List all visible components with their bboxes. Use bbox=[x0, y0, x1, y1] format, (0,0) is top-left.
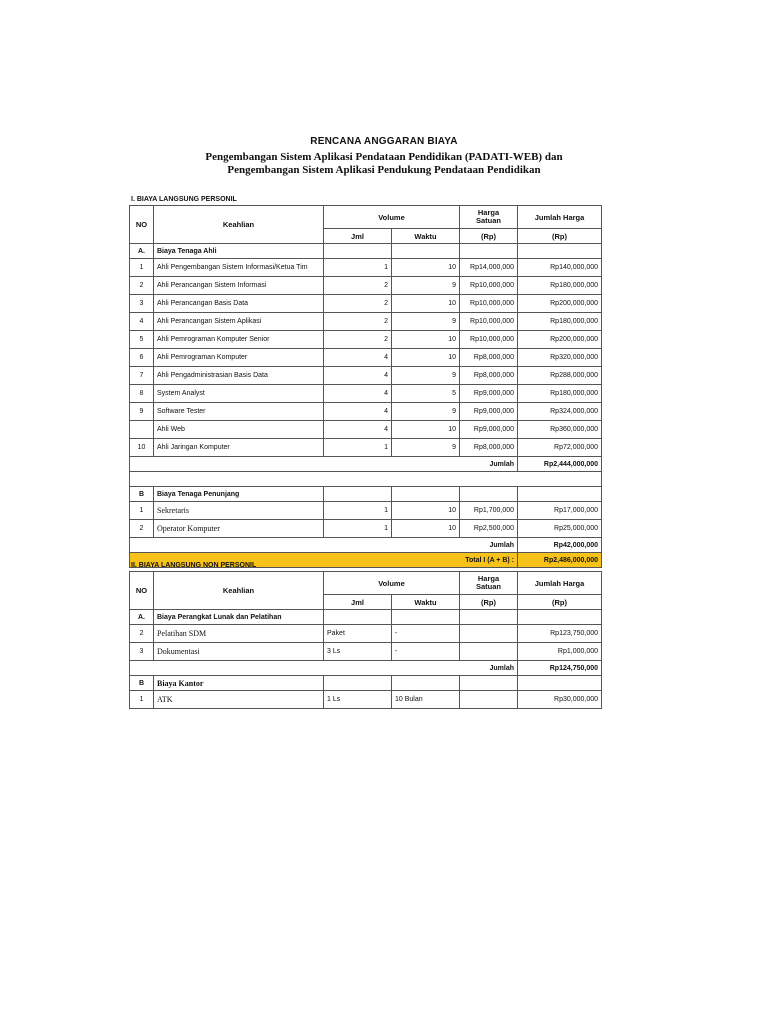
row-harga bbox=[460, 625, 518, 643]
group-name: Biaya Tenaga Ahli bbox=[154, 244, 324, 259]
row-name: Sekretaris bbox=[154, 502, 324, 520]
row-jumlah: Rp30,000,000 bbox=[518, 691, 602, 709]
col-jumlah-header: Jumlah Harga bbox=[518, 572, 602, 595]
row-waktu: 10 Bulan bbox=[392, 691, 460, 709]
row-jml: 1 bbox=[324, 502, 392, 520]
row-no: 1 bbox=[130, 259, 154, 277]
row-no: 2 bbox=[130, 520, 154, 538]
total-label: Total I (A + B) : bbox=[130, 553, 518, 568]
subtotal-label: Jumlah bbox=[130, 538, 518, 553]
section-1-label: I. BIAYA LANGSUNG PERSONIL bbox=[131, 196, 237, 203]
group-row-b bbox=[130, 676, 602, 691]
table-row bbox=[130, 502, 602, 520]
group-row-a bbox=[130, 610, 602, 625]
row-waktu: - bbox=[392, 643, 460, 661]
row-jml: 2 bbox=[324, 313, 392, 331]
row-harga: Rp8,000,000 bbox=[460, 367, 518, 385]
table-row bbox=[130, 367, 602, 385]
subtotal-value: Rp124,750,000 bbox=[518, 661, 602, 676]
row-jumlah: Rp288,000,000 bbox=[518, 367, 602, 385]
group-row-b bbox=[130, 487, 602, 502]
table-row bbox=[130, 691, 602, 709]
row-jumlah: Rp200,000,000 bbox=[518, 331, 602, 349]
row-name: Operator Komputer bbox=[154, 520, 324, 538]
row-jml: 4 bbox=[324, 403, 392, 421]
document-title: RENCANA ANGGARAN BIAYA bbox=[310, 136, 458, 147]
row-no: 9 bbox=[130, 403, 154, 421]
total-value: Rp2,486,000,000 bbox=[518, 553, 602, 568]
row-jumlah: Rp360,000,000 bbox=[518, 421, 602, 439]
row-waktu: 9 bbox=[392, 439, 460, 457]
section-1-group-b-rows bbox=[130, 502, 602, 538]
row-name: Ahli Pemrograman Komputer Senior bbox=[154, 331, 324, 349]
col-waktu-header: Waktu bbox=[392, 229, 460, 244]
row-no: 1 bbox=[130, 502, 154, 520]
row-harga: Rp10,000,000 bbox=[460, 295, 518, 313]
table-row bbox=[130, 643, 602, 661]
row-no: 3 bbox=[130, 643, 154, 661]
row-name: Ahli Jaringan Komputer bbox=[154, 439, 324, 457]
harga-line-2: Satuan bbox=[476, 582, 502, 591]
table-row bbox=[130, 625, 602, 643]
col-jumlah-header: Jumlah Harga bbox=[518, 206, 602, 229]
document-subtitle-2: Pengembangan Sistem Aplikasi Pendukung Pendataan Pendidikan bbox=[227, 164, 541, 176]
row-name: Ahli Perancangan Sistem Aplikasi bbox=[154, 313, 324, 331]
col-jml-header: Jml bbox=[324, 595, 392, 610]
group-name: Biaya Kantor bbox=[154, 676, 324, 691]
row-name: ATK bbox=[154, 691, 324, 709]
row-waktu: 9 bbox=[392, 277, 460, 295]
row-jumlah: Rp324,000,000 bbox=[518, 403, 602, 421]
row-waktu: - bbox=[392, 625, 460, 643]
col-jumlah-unit: (Rp) bbox=[518, 595, 602, 610]
group-code: B bbox=[130, 487, 154, 502]
group-code: B bbox=[130, 676, 154, 691]
row-harga: Rp10,000,000 bbox=[460, 331, 518, 349]
group-code: A. bbox=[130, 610, 154, 625]
subtotal-value: Rp42,000,000 bbox=[518, 538, 602, 553]
row-harga: Rp10,000,000 bbox=[460, 313, 518, 331]
row-waktu: 5 bbox=[392, 385, 460, 403]
col-volume-header: Volume bbox=[324, 206, 460, 229]
section-2-group-a-rows bbox=[130, 625, 602, 661]
harga-line-1: Harga bbox=[477, 574, 500, 583]
row-jumlah: Rp17,000,000 bbox=[518, 502, 602, 520]
row-no: 8 bbox=[130, 385, 154, 403]
table-row bbox=[130, 349, 602, 367]
row-no: 6 bbox=[130, 349, 154, 367]
row-waktu: 10 bbox=[392, 520, 460, 538]
row-jml: 2 bbox=[324, 295, 392, 313]
row-jumlah: Rp25,000,000 bbox=[518, 520, 602, 538]
row-jumlah: Rp140,000,000 bbox=[518, 259, 602, 277]
group-row-a bbox=[130, 244, 602, 259]
row-jml: 4 bbox=[324, 385, 392, 403]
personnel-cost-table bbox=[129, 205, 602, 568]
document-header bbox=[0, 136, 768, 177]
row-waktu: 9 bbox=[392, 403, 460, 421]
row-no: 7 bbox=[130, 367, 154, 385]
table-row bbox=[130, 295, 602, 313]
row-name: Ahli Web bbox=[154, 421, 324, 439]
row-jumlah: Rp72,000,000 bbox=[518, 439, 602, 457]
row-name: Software Tester bbox=[154, 403, 324, 421]
row-harga: Rp9,000,000 bbox=[460, 403, 518, 421]
row-jml: 2 bbox=[324, 331, 392, 349]
row-jumlah: Rp123,750,000 bbox=[518, 625, 602, 643]
non-personnel-cost-table bbox=[129, 571, 602, 709]
row-jml: 4 bbox=[324, 421, 392, 439]
row-jml: 1 bbox=[324, 259, 392, 277]
row-jumlah: Rp320,000,000 bbox=[518, 349, 602, 367]
row-name: Ahli Pengembangan Sistem Informasi/Ketua Tim bbox=[154, 259, 324, 277]
row-no: 5 bbox=[130, 331, 154, 349]
row-harga: Rp9,000,000 bbox=[460, 421, 518, 439]
col-jumlah-unit: (Rp) bbox=[518, 229, 602, 244]
row-no: 2 bbox=[130, 277, 154, 295]
row-no bbox=[130, 421, 154, 439]
row-name: System Analyst bbox=[154, 385, 324, 403]
row-harga: Rp14,000,000 bbox=[460, 259, 518, 277]
spacer-row bbox=[130, 472, 602, 487]
row-no: 1 bbox=[130, 691, 154, 709]
group-name: Biaya Tenaga Penunjang bbox=[154, 487, 324, 502]
col-keahlian-header: Keahlian bbox=[154, 206, 324, 244]
harga-line-1: Harga bbox=[477, 208, 500, 217]
row-jumlah: Rp180,000,000 bbox=[518, 313, 602, 331]
group-name: Biaya Perangkat Lunak dan Pelatihan bbox=[154, 610, 324, 625]
row-no: 10 bbox=[130, 439, 154, 457]
row-waktu: 10 bbox=[392, 295, 460, 313]
subtotal-row bbox=[130, 538, 602, 553]
row-name: Ahli Pengadministrasian Basis Data bbox=[154, 367, 324, 385]
row-jml: 4 bbox=[324, 349, 392, 367]
row-name: Ahli Perancangan Basis Data bbox=[154, 295, 324, 313]
row-jumlah: Rp180,000,000 bbox=[518, 277, 602, 295]
col-harga-unit: (Rp) bbox=[460, 229, 518, 244]
col-volume-header: Volume bbox=[324, 572, 460, 595]
row-harga: Rp10,000,000 bbox=[460, 277, 518, 295]
row-no: 2 bbox=[130, 625, 154, 643]
col-no-header: NO bbox=[130, 572, 154, 610]
col-harga-header bbox=[460, 206, 518, 229]
group-code: A. bbox=[130, 244, 154, 259]
section-2-group-b-rows bbox=[130, 691, 602, 709]
section-2-label: II. BIAYA LANGSUNG NON PERSONIL bbox=[131, 562, 257, 569]
row-jumlah: Rp1,000,000 bbox=[518, 643, 602, 661]
row-harga bbox=[460, 643, 518, 661]
col-jml-header: Jml bbox=[324, 229, 392, 244]
row-waktu: 10 bbox=[392, 331, 460, 349]
col-keahlian-header: Keahlian bbox=[154, 572, 324, 610]
row-waktu: 9 bbox=[392, 367, 460, 385]
harga-line-2: Satuan bbox=[476, 216, 502, 225]
document-subtitle-1: Pengembangan Sistem Aplikasi Pendataan Pendidikan (PADATI-WEB) dan bbox=[205, 151, 563, 163]
subtotal-row bbox=[130, 661, 602, 676]
row-jml: Paket bbox=[324, 625, 392, 643]
row-name: Pelatihan SDM bbox=[154, 625, 324, 643]
row-waktu: 10 bbox=[392, 421, 460, 439]
row-name: Ahli Perancangan Sistem Informasi bbox=[154, 277, 324, 295]
row-name: Ahli Pemrograman Komputer bbox=[154, 349, 324, 367]
row-harga bbox=[460, 691, 518, 709]
section-1-group-a-rows bbox=[130, 259, 602, 457]
row-harga: Rp8,000,000 bbox=[460, 439, 518, 457]
table-row bbox=[130, 331, 602, 349]
col-waktu-header: Waktu bbox=[392, 595, 460, 610]
row-waktu: 9 bbox=[392, 313, 460, 331]
row-waktu: 10 bbox=[392, 349, 460, 367]
row-jml: 2 bbox=[324, 277, 392, 295]
subtotal-value: Rp2,444,000,000 bbox=[518, 457, 602, 472]
row-jml: 1 bbox=[324, 520, 392, 538]
row-jml: 1 bbox=[324, 439, 392, 457]
table-row bbox=[130, 259, 602, 277]
subtotal-label: Jumlah bbox=[130, 661, 518, 676]
col-harga-unit: (Rp) bbox=[460, 595, 518, 610]
table-header-row bbox=[130, 206, 602, 229]
row-jml: 4 bbox=[324, 367, 392, 385]
table-row bbox=[130, 385, 602, 403]
row-harga: Rp1,700,000 bbox=[460, 502, 518, 520]
row-waktu: 10 bbox=[392, 259, 460, 277]
table-row bbox=[130, 277, 602, 295]
row-jml: 1 Ls bbox=[324, 691, 392, 709]
table-row bbox=[130, 403, 602, 421]
table-row bbox=[130, 421, 602, 439]
row-harga: Rp2,500,000 bbox=[460, 520, 518, 538]
row-jumlah: Rp200,000,000 bbox=[518, 295, 602, 313]
table-row bbox=[130, 439, 602, 457]
subtotal-label: Jumlah bbox=[130, 457, 518, 472]
row-no: 3 bbox=[130, 295, 154, 313]
row-harga: Rp9,000,000 bbox=[460, 385, 518, 403]
table-row bbox=[130, 520, 602, 538]
row-waktu: 10 bbox=[392, 502, 460, 520]
col-harga-header bbox=[460, 572, 518, 595]
subtotal-row bbox=[130, 457, 602, 472]
col-no-header: NO bbox=[130, 206, 154, 244]
row-name: Dokumentasi bbox=[154, 643, 324, 661]
table-row bbox=[130, 313, 602, 331]
row-harga: Rp8,000,000 bbox=[460, 349, 518, 367]
row-jml: 3 Ls bbox=[324, 643, 392, 661]
table-header-row bbox=[130, 572, 602, 595]
row-jumlah: Rp180,000,000 bbox=[518, 385, 602, 403]
row-no: 4 bbox=[130, 313, 154, 331]
